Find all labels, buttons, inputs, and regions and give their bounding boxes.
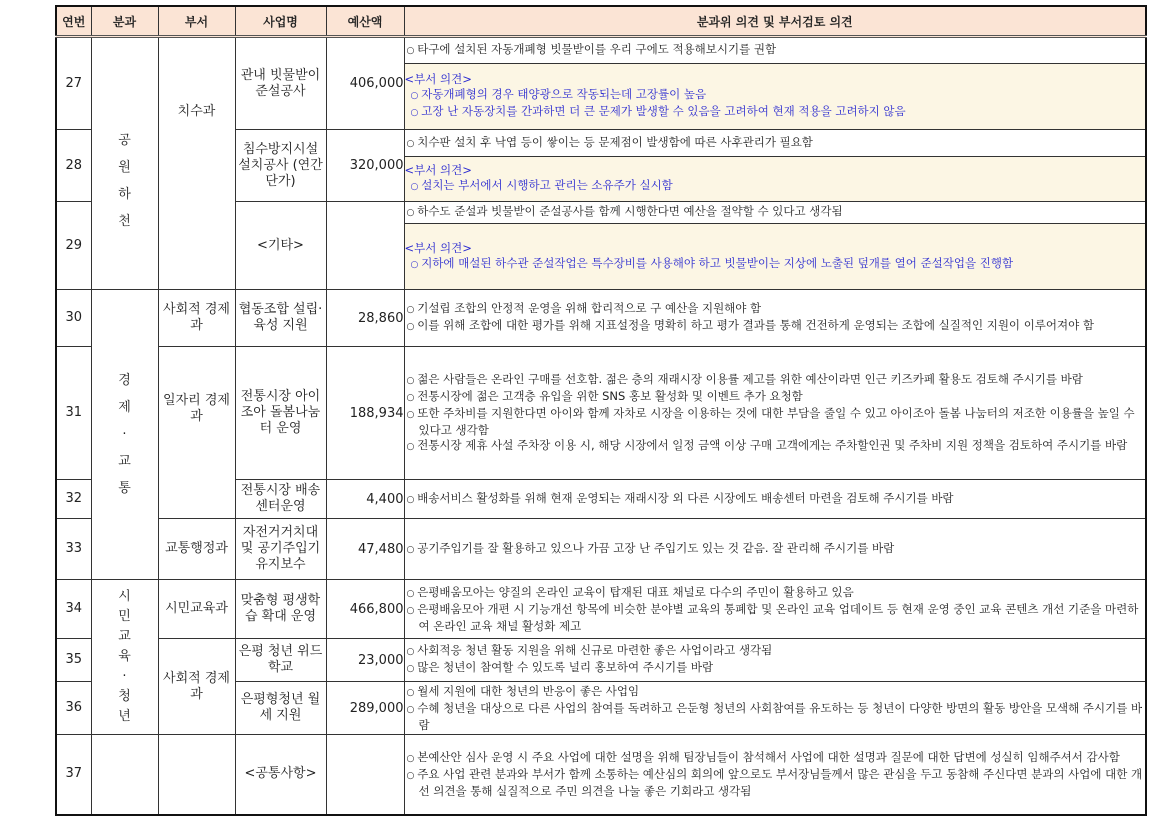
opinion-item: ○ 배송서비스 활성화를 위해 현재 운영되는 재래시장 외 다른 시장에도 배송센터 마련을 검토해 주시기를 바람: [405, 491, 1146, 508]
dept-opinion-tag: <부서 의견>: [404, 163, 472, 177]
committee-opinion: [404, 290, 1146, 347]
table-row: [56, 639, 1146, 682]
committee-opinion: [404, 519, 1146, 580]
opinion-item: ○ 타구에 설치된 자동개폐형 빗물받이를 우리 구에도 적용해보시기를 권함: [405, 42, 1146, 59]
committee-char: 청: [118, 689, 131, 704]
project-cell: 협동조합 설립·육성 지원: [235, 290, 326, 347]
opinion-item: ○ 수혜 청년을 대상으로 다른 사업의 참여를 독려하고 은둔형 청년의 사회참여를 유도하는 등 청년이 다양한 방면의 활동 방안을 모색해 주시기를 바람: [405, 701, 1146, 733]
dept-opinion-box: [404, 224, 1146, 290]
opinion-item: ○ 은평배움모아는 양질의 온라인 교육이 탑재된 대표 채널로 다수의 주민이 활용하고 있음: [405, 585, 1146, 602]
committee-char: 육: [118, 649, 131, 664]
project-cell: 은평형청년 월세 지원: [235, 682, 326, 735]
header-no: 연번: [56, 6, 91, 37]
dept-opinion-item: ○ 지하에 매설된 하수관 준설작업은 특수장비를 사용해야 하고 빗물받이는 지상에 노출된 덮개를 열어 준설작업을 진행함: [409, 256, 1146, 273]
committee-opinion: [404, 202, 1146, 224]
committee-opinion: [404, 580, 1146, 639]
committee-char: 년: [118, 709, 131, 724]
row-no: 33: [56, 519, 91, 580]
budget-cell: 466,800: [326, 580, 404, 639]
committee-char: 민: [118, 609, 131, 624]
opinion-item: ○ 월세 지원에 대한 청년의 반응이 좋은 사업임: [405, 684, 1146, 701]
project-cell: 전통시장 아이조아 돌봄나눔터 운영: [235, 347, 326, 480]
committee-char: ·: [122, 427, 127, 442]
committee-opinion: [404, 37, 1146, 64]
committee-char: 통: [118, 481, 131, 496]
committee-opinion: [404, 735, 1146, 815]
committee-char: 경: [118, 373, 131, 388]
budget-cell: 47,480: [326, 519, 404, 580]
dept-cell: 교통행정과: [158, 519, 235, 580]
header-committee: 분과: [91, 6, 158, 37]
committee-cell: [91, 735, 158, 815]
committee-char: 제: [118, 400, 131, 415]
project-cell: <기타>: [235, 202, 326, 290]
row-no: 28: [56, 130, 91, 202]
opinion-item: ○ 젊은 사람들은 온라인 구매를 선호함. 젊은 층의 재래시장 이용률 제고를 위한 예산이라면 인근 키즈카페 활용도 검토해 주시기를 바람: [405, 372, 1146, 389]
dept-cell: [158, 735, 235, 815]
budget-review-table: [55, 5, 1147, 816]
committee-char: 하: [118, 186, 131, 202]
header-dept: 부서: [158, 6, 235, 37]
opinion-item: ○ 은평배움모아 개편 시 기능개선 항목에 비슷한 분야별 교육의 통폐합 및 온라인 교육 업데이트 등 현재 운영 중인 교육 콘텐츠 개선 기준을 마련하여 온라인 교육 채널 활성화 제고: [405, 602, 1146, 634]
dept-cell: [158, 37, 235, 290]
committee-char: 공: [118, 132, 131, 148]
table-row: [56, 37, 1146, 64]
opinion-item: ○ 본예산안 심사 운영 시 주요 사업에 대한 설명을 위해 팀장님들이 참석해서 사업에 대한 설명과 질문에 대한 답변에 성실히 임해주셔서 감사함: [405, 750, 1146, 767]
opinion-item: ○ 주요 사업 관련 분과와 부서가 함께 소통하는 예산심의 회의에 앞으로도 부서장님들께서 많은 관심을 두고 동참해 주신다면 분과의 사업에 대한 개선 의견을 통해 실질적으로 주민 의견을 나눌 좋은 기회라고 생각됨: [405, 767, 1146, 799]
header-row: [56, 6, 1146, 37]
budget-cell: 406,000: [326, 37, 404, 130]
committee-char: 천: [118, 213, 131, 229]
dept-cell: 사회적 경제과: [158, 639, 235, 735]
opinion-item: ○ 사회적응 청년 활동 지원을 위해 신규로 마련한 좋은 사업이라고 생각됨: [405, 643, 1146, 660]
budget-cell: [326, 735, 404, 815]
committee-opinion: [404, 480, 1146, 519]
table-row: [56, 347, 1146, 480]
project-cell: 전통시장 배송센터운영: [235, 480, 326, 519]
dept-cell: 시민교육과: [158, 580, 235, 639]
budget-cell: [326, 202, 404, 290]
row-no: 34: [56, 580, 91, 639]
committee-char: 교: [118, 629, 131, 644]
row-no: 31: [56, 347, 91, 480]
header-budget: 예산액: [326, 6, 404, 37]
budget-cell: 23,000: [326, 639, 404, 682]
committee-opinion: [404, 639, 1146, 682]
budget-cell: 188,934: [326, 347, 404, 480]
project-cell: 침수방지시설 설치공사 (연간단가): [235, 130, 326, 202]
committee-opinion: [404, 130, 1146, 157]
opinion-item: ○ 기설립 조합의 안정적 운영을 위해 합리적으로 구 예산을 지원해야 함: [405, 301, 1146, 318]
dept-opinion-box: [404, 64, 1146, 130]
header-opinion: 분과위 의견 및 부서검토 의견: [404, 6, 1146, 37]
table-row: [56, 519, 1146, 580]
budget-cell: 4,400: [326, 480, 404, 519]
row-no: 37: [56, 735, 91, 815]
dept-opinion-item: ○ 고장 난 자동장치를 간과하면 더 큰 문제가 발생할 수 있음을 고려하여 현재 적용을 고려하지 않음: [409, 104, 1146, 121]
committee-opinion: [404, 347, 1146, 480]
table-row: [56, 735, 1146, 815]
dept-opinion-tag: <부서 의견>: [404, 240, 472, 255]
dept-opinion-item: ○ 자동개폐형의 경우 태양광으로 작동되는데 고장률이 높음: [409, 87, 1146, 104]
dept-name: 치수과: [177, 103, 216, 119]
project-cell: 자전거거치대 및 공기주입기 유지보수: [235, 519, 326, 580]
dept-opinion-item: ○ 설치는 부서에서 시행하고 관리는 소유주가 실시함: [409, 178, 1146, 195]
opinion-item: ○ 하수도 준설과 빗물받이 준설공사를 함께 시행한다면 예산을 절약할 수 있다고 생각됨: [405, 204, 1146, 221]
opinion-item: ○ 치수판 설치 후 낙엽 등이 쌓이는 등 문제점이 발생함에 따른 사후관리가 필요함: [405, 135, 1146, 152]
project-cell: 은평 청년 위드학교: [235, 639, 326, 682]
committee-cell: [91, 580, 158, 735]
committee-char: 교: [118, 454, 131, 469]
committee-char: 시: [118, 589, 131, 604]
committee-opinion: [404, 682, 1146, 735]
committee-cell: [91, 290, 158, 580]
row-no: 30: [56, 290, 91, 347]
dept-cell: 사회적 경제과: [158, 290, 235, 347]
opinion-item: ○ 이를 위해 조합에 대한 평가를 위해 지표설정을 명확히 하고 평가 결과를 통해 건전하게 운영되는 조합에 실질적인 지원이 이루어져야 함: [405, 318, 1146, 335]
project-cell: 관내 빗물받이 준설공사: [235, 37, 326, 130]
opinion-item: ○ 전통시장 제휴 사설 주차장 이용 시, 해당 시장에서 일정 금액 이상 구매 고객에게는 주차할인권 및 주차비 지원 정책을 검토하여 주시기를 바람: [405, 438, 1146, 455]
project-cell: <공통사항>: [235, 735, 326, 815]
opinion-item: ○ 전통시장에 젊은 고객층 유입을 위한 SNS 홍보 활성화 및 이벤트 추가 요청함: [405, 389, 1146, 406]
dept-name: 일자리 경제과: [163, 392, 230, 424]
budget-cell: 289,000: [326, 682, 404, 735]
header-project: 사업명: [235, 6, 326, 37]
committee-cell: [91, 37, 158, 290]
row-no: 36: [56, 682, 91, 735]
dept-cell: [158, 347, 235, 519]
table-row: [56, 290, 1146, 347]
table-row: [56, 580, 1146, 639]
opinion-item: ○ 많은 청년이 참여할 수 있도록 널리 홍보하여 주시기를 바람: [405, 660, 1146, 677]
dept-opinion-box: [404, 157, 1146, 202]
committee-char: 원: [118, 159, 131, 175]
row-no: 29: [56, 202, 91, 290]
row-no: 32: [56, 480, 91, 519]
dept-opinion-tag: <부서 의견>: [404, 72, 472, 86]
budget-cell: 320,000: [326, 130, 404, 202]
project-cell: 맞춤형 평생학습 확대 운영: [235, 580, 326, 639]
opinion-item: ○ 공기주입기를 잘 활용하고 있으나 가끔 고장 난 주입기도 있는 것 같음. 잘 관리해 주시기를 바람: [405, 541, 1146, 558]
row-no: 35: [56, 639, 91, 682]
budget-cell: 28,860: [326, 290, 404, 347]
committee-char: ·: [122, 669, 127, 684]
row-no: 27: [56, 37, 91, 130]
opinion-item: ○ 또한 주차비를 지원한다면 아이와 함께 자차로 시장을 이용하는 것에 대한 부담을 줄일 수 있고 아이조아 돌봄 나눔터의 저조한 이용률을 높일 수 있다고 생각함: [405, 406, 1146, 438]
